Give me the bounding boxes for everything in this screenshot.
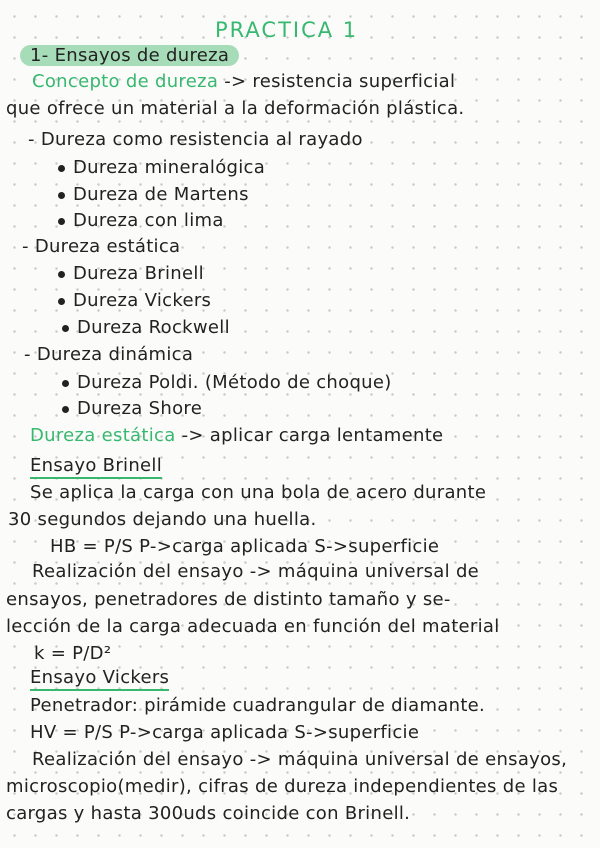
vickers-formula: HV = P/S P->carga aplicada S->superficie [30,722,420,743]
list-item: Dureza Rockwell [62,316,230,340]
concept-line-2: que ofrece un material a la deformación plástica. [6,98,465,119]
vickers-realization-2: microscopio(medir), cifras de dureza independientes de las [6,776,559,797]
group-static: - Dureza estática [22,236,181,257]
list-item: Dureza mineralógica [58,156,265,180]
bullet-icon [58,192,65,199]
vickers-realization-1: Realización del ensayo -> máquina universal de ensayos, [32,749,568,770]
bullet-icon [58,298,65,305]
bullet-icon [62,406,69,413]
brinell-formula: HB = P/S P->carga aplicada S->superficie [50,536,440,557]
vickers-realization-3: cargas y hasta 300uds coincide con Brinell. [6,803,411,824]
page-title: PRACTICA 1 [215,18,359,42]
brinell-k-formula: k = P/D² [34,643,112,664]
section-heading [20,44,239,68]
list-item: Dureza de Martens [58,183,249,207]
list-item: Dureza Vickers [58,289,211,313]
vickers-line-1: Penetrador: pirámide cuadrangular de diamante. [30,695,486,716]
bullet-icon [58,271,65,278]
list-item: Dureza Shore [62,397,202,421]
static-rest: -> aplicar carga lentamente [181,425,444,446]
concept-label: Concepto de dureza [32,71,219,92]
list-item: Dureza Brinell [58,262,204,286]
section-heading-highlight: 1- Ensayos de dureza [20,45,239,66]
vickers-heading: Ensayo Vickers [30,666,169,690]
brinell-heading: Ensayo Brinell [30,454,162,478]
static-line [30,424,443,448]
brinell-line-1: Se aplica la carga con una bola de acero durante [30,482,487,503]
list-item: Dureza Poldi. (Método de choque) [62,371,392,395]
brinell-realization-2: ensayos, penetradores de distinto tamaño y se- [6,589,451,610]
brinell-realization-1: Realización del ensayo -> máquina universal de [32,561,480,582]
static-label: Dureza estática [30,425,176,446]
concept-rest: -> resistencia superficial [224,71,456,92]
group-scratch: - Dureza como resistencia al rayado [28,129,363,150]
concept-line [32,70,455,94]
bullet-icon [58,218,65,225]
list-item: Dureza con lima [58,209,224,233]
group-dynamic: - Dureza dinámica [24,344,194,365]
bullet-icon [62,380,69,387]
brinell-line-2: 30 segundos dejando una huella. [8,509,317,530]
bullet-icon [62,325,69,332]
bullet-icon [58,165,65,172]
brinell-realization-3: lección de la carga adecuada en función del material [6,616,500,637]
